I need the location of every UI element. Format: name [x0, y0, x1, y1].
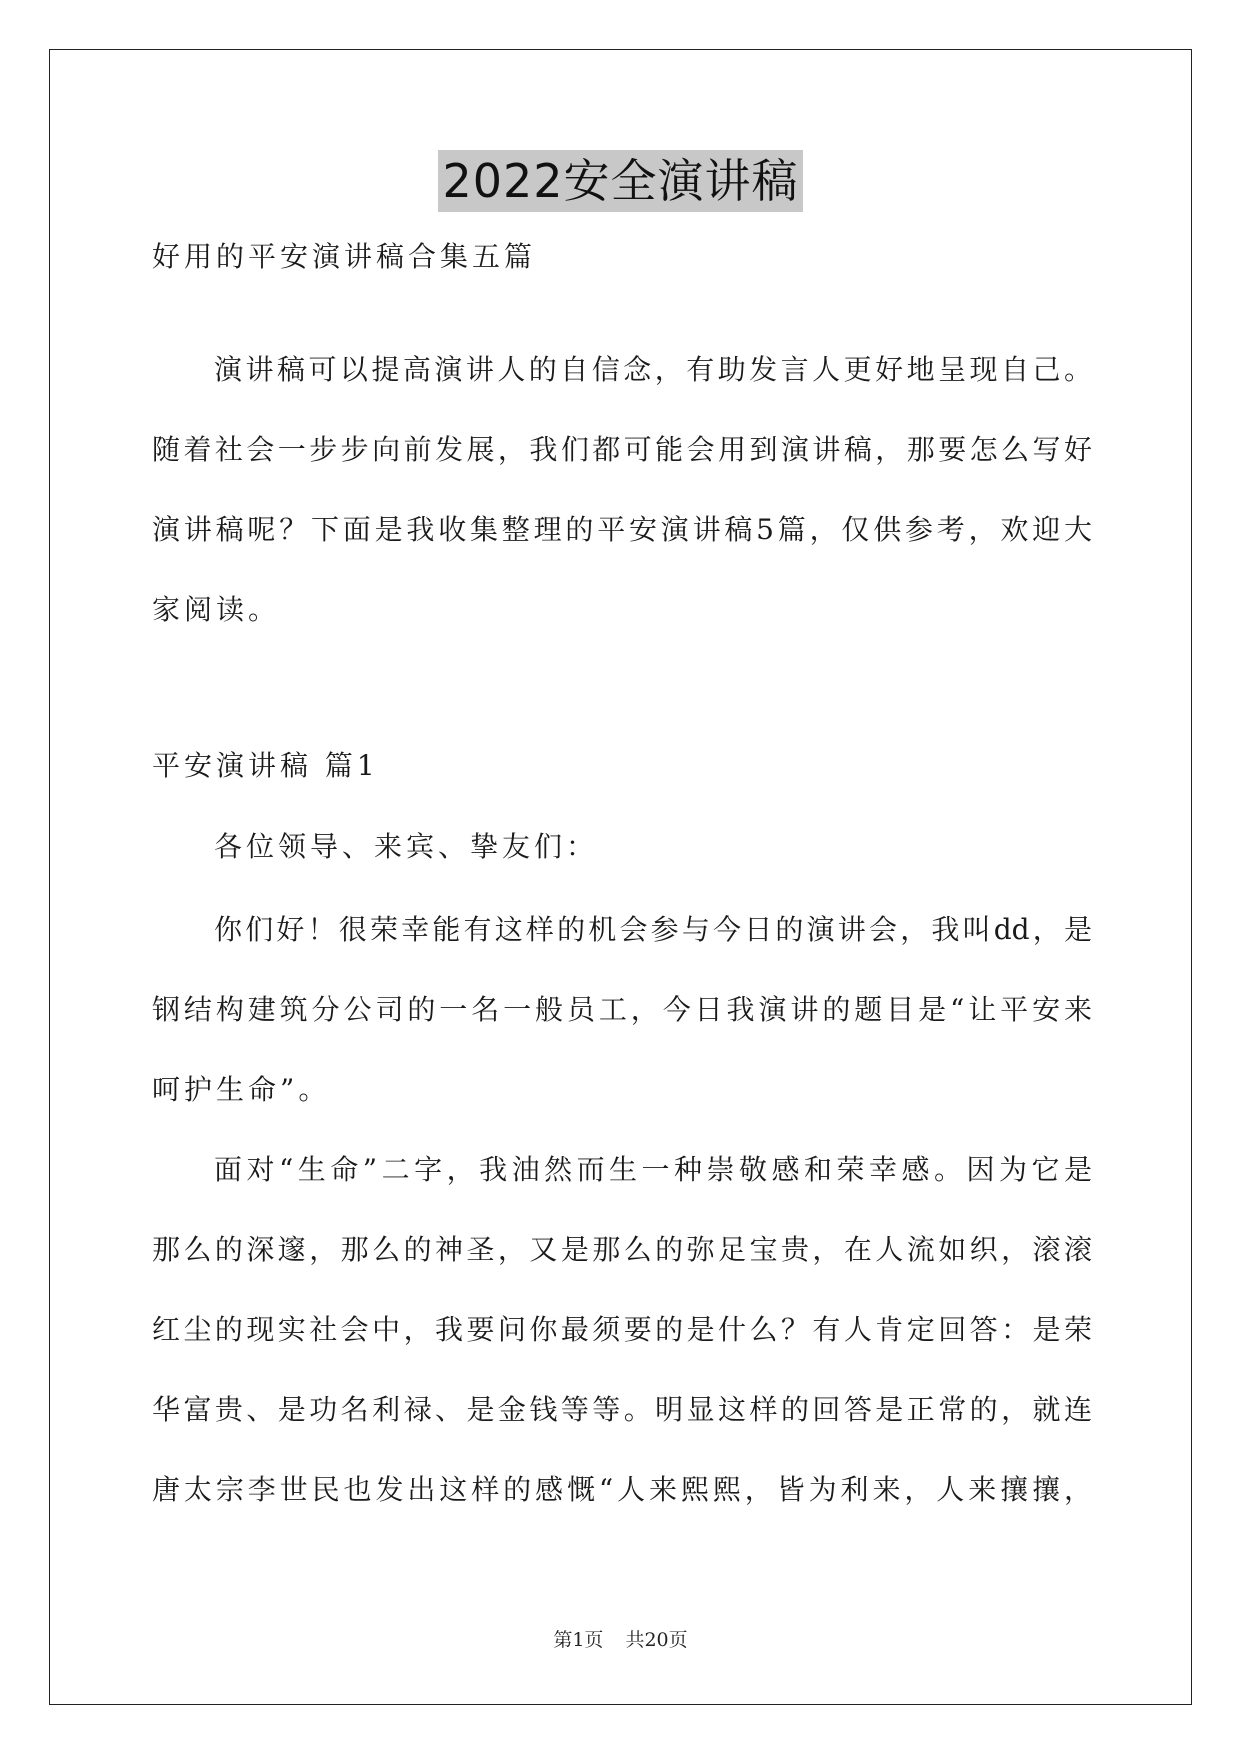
- paragraph-line: 呵护生命”。: [152, 1073, 331, 1106]
- paragraph-line: 唐太宗李世民也发出这样的感慨“人来熙熙，皆为利来，人来攘攘，: [152, 1473, 1092, 1506]
- salutation: 各位领导、来宾、挚友们：: [214, 830, 599, 863]
- paragraph-line: 华富贵、是功名利禄、是金钱等等。明显这样的回答是正常的，就连: [152, 1393, 1092, 1426]
- intro-line: 随着社会一步步向前发展，我们都可能会用到演讲稿，那要怎么写好: [152, 433, 1092, 466]
- paragraph-line: 你们好！很荣幸能有这样的机会参与今日的演讲会，我叫dd，是: [214, 913, 1092, 946]
- paragraph-line: 红尘的现实社会中，我要问你最须要的是什么？有人肯定回答：是荣: [152, 1313, 1092, 1346]
- document-title: 2022安全演讲稿: [438, 150, 802, 212]
- intro-line: 家阅读。: [152, 593, 281, 626]
- paragraph-line: 那么的深邃，那么的神圣，又是那么的弥足宝贵，在人流如织，滚滚: [152, 1233, 1092, 1266]
- page-footer: [0, 1628, 1241, 1652]
- page-number: 第1页: [553, 1629, 604, 1651]
- paragraph-line: 钢结构建筑分公司的一名一般员工，今日我演讲的题目是“让平安来: [152, 993, 1092, 1026]
- intro-line: 演讲稿呢？下面是我收集整理的平安演讲稿5篇，仅供参考，欢迎大: [152, 513, 1092, 546]
- document-subtitle: 好用的平安演讲稿合集五篇: [152, 240, 537, 273]
- page-total: 共20页: [625, 1629, 688, 1651]
- paragraph-line: 面对“生命”二字，我油然而生一种崇敬感和荣幸感。因为它是: [214, 1153, 1092, 1186]
- intro-line: 演讲稿可以提高演讲人的自信念，有助发言人更好地呈现自己。: [214, 353, 1092, 386]
- section-heading: 平安演讲稿 篇1: [152, 749, 379, 782]
- page-border: [49, 49, 1192, 1705]
- title-container: [0, 150, 1241, 212]
